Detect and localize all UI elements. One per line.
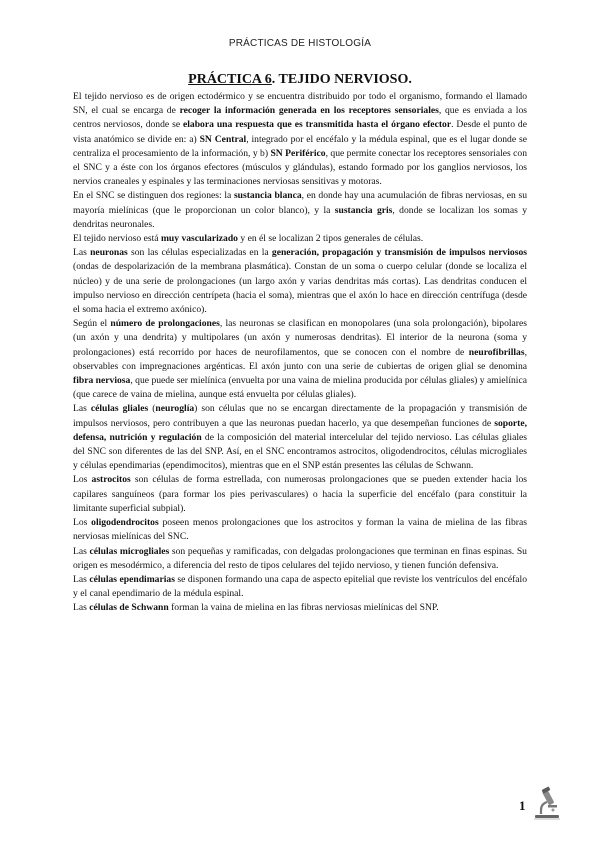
bold-term: neuroglía <box>155 403 195 415</box>
text-run: , observables con impregnaciones argénticas. El axón junto con una serie de cubiertas de origen glial se denomina <box>73 346 527 372</box>
bold-term: células de Schwann <box>89 602 169 614</box>
bold-term: células microgliales <box>89 545 170 557</box>
text-run: , integrado por el encéfalo y la médula espinal, que es el lugar donde se centraliza el procesamiento de la información, y b) <box>73 133 527 159</box>
text-run: En el SNC se distinguen dos regiones: la <box>73 190 234 202</box>
text-run: (ondas de despolarización de la membrana plasmática). Constan de un soma o cuerpo celular (donde se localiza el núcleo) y de una serie de prolongaciones (un largo axón y varias dendritas más cortas). Las dendritas conducen el impulso nervioso en dirección centrípeta (hacia el soma), mientras que el axón lo hace en dirección centrífuga (desde el soma hacia el extremo axónico). <box>73 261 527 316</box>
text-run: Según el <box>73 318 111 330</box>
text-run: , que es enviada a los centros nerviosos, donde se <box>73 105 527 131</box>
text-run: de la composición del material intercelular del tejido nervioso. Las células gliales del SNC son diferentes de las del SNP. Así, en el SNC encontramos astrocitos, oligodendrocitos, células microgliales y células ependimarias (ependimocitos), mientras que en el SNP están presentes las células de Schwann. <box>73 431 527 472</box>
text-run: El tejido nervioso está <box>73 233 161 245</box>
text-run: El tejido nervioso es de origen ectodérmico y se encuentra distribuido por todo el organismo, formando el llamado SN, el cual se encarga de <box>73 91 527 117</box>
text-run: son las células especializadas en la <box>127 247 272 259</box>
bold-term: generación, propagación y transmisión de impulsos nerviosos <box>271 247 527 259</box>
text-run: Las <box>73 573 90 585</box>
text-run: Las <box>73 545 90 557</box>
paragraph-vascular <box>73 232 527 246</box>
bold-term: oligodendrocitos <box>91 517 159 529</box>
paragraph-snc-regions <box>73 189 527 232</box>
text-run: son pequeñas y ramificadas, con delgadas prolongaciones que terminan en finas espinas. Su origen es mesodérmico, a diferencia del resto de tipos celulares del tejido nervioso, y tienen función defensiva. <box>73 545 527 571</box>
bold-term: SN Periférico <box>270 147 326 159</box>
paragraph-intro <box>73 90 527 189</box>
bold-term: SN Central <box>199 133 247 145</box>
bold-term: fibra nerviosa <box>73 375 131 387</box>
text-run: poseen menos prolongaciones que los astrocitos y forman la vaina de mielina de las fibras nerviosas mielínicas del SNC. <box>73 517 527 543</box>
bold-term: sustancia gris <box>334 204 393 216</box>
paragraph-astrocitos <box>73 473 527 516</box>
page-number: 1 <box>519 798 526 813</box>
bold-term: células ependimarias <box>89 573 175 585</box>
bold-term: elabora una respuesta que es transmitida hasta el órgano efector <box>183 119 452 131</box>
bold-term: astrocitos <box>91 474 131 486</box>
text-run: Las <box>73 247 91 259</box>
text-run: . Desde el punto de vista anatómico se divide en: a) <box>73 119 527 145</box>
text-run: , en donde hay una acumulación de fibras nerviosas, en su mayoría mielínicas (que le proporcionan un color blanco), y la <box>73 190 528 216</box>
text-run: forman la vaina de mielina en las fibras nerviosas mielínicas del SNP. <box>168 602 439 614</box>
text-run: se disponen formando una capa de aspecto epitelial que reviste los ventrículos del encéfalo y el canal ependimario de la médula espinal. <box>73 573 528 600</box>
text-run: son células de forma estrellada, con numerosas prolongaciones que se pueden extender hacia los capilares sanguíneos (para formar los pies perivasculares) o hacia la superficie del encéfalo (para constituir la limitante superficial subpial). <box>73 474 527 514</box>
paragraph-microgliales <box>73 545 527 573</box>
bold-term: muy vascularizado <box>160 233 238 245</box>
text-run: , que permite conectar los receptores sensoriales con el SNC y a éste con los órganos efectores (músculos y glándulas), estando formado por los ganglios nerviosos, los nervios craneales y espinales y las terminaciones nerviosas sensitivas y motoras. <box>73 147 528 188</box>
text-run: , donde se localizan los somas y dendritas neuronales. <box>73 204 528 230</box>
paragraph-schwann <box>73 601 527 615</box>
text-run: Los <box>73 517 92 529</box>
text-run: Los <box>73 474 92 486</box>
body-text <box>73 90 527 616</box>
title-rest: . TEJIDO NERVIOSO <box>271 72 409 87</box>
bold-term: células gliales <box>90 403 149 415</box>
text-run: ( <box>148 403 156 415</box>
text-run: Las <box>73 403 91 415</box>
bold-term: sustancia blanca <box>233 190 302 202</box>
text-run: ) son células que no se encargan directamente de la propagación y transmisión de impulsos nerviosos, pero contribuyen a que las neuronas puedan hacerlo, ya que desempeñan funciones de <box>73 403 527 429</box>
paragraph-prolongaciones <box>73 317 527 402</box>
text-run: , que puede ser mielínica (envuelta por una vaina de mielina producida por células gliales) y amielínica (que carece de vaina de mielina, aunque está envuelta por células gliales). <box>73 375 527 401</box>
text-run: , las neuronas se clasifican en monopolares (una sola prolongación), bipolares (un axón y una dendrita) y multipolares (un axón y numerosas dendritas). El interior de la neurona (soma y prolongaciones) está recorrido por haces de neurofilamentos, que se conocen con el nombre de <box>73 318 527 358</box>
title-end: . <box>408 72 412 87</box>
microscope-icon <box>532 786 562 820</box>
text-run: y en él se localizan 2 tipos generales de células. <box>237 233 424 245</box>
bold-term: número de prolongaciones <box>110 318 220 330</box>
text-run: Las <box>73 602 90 614</box>
title-number: PRÁCTICA 6 <box>188 72 272 87</box>
paragraph-ependimarias <box>73 573 527 601</box>
paragraph-neuronas <box>73 246 527 317</box>
bold-term: soporte, defensa, nutrición y regulación <box>73 417 527 443</box>
paragraph-gliales <box>73 402 527 473</box>
page-title <box>0 72 600 88</box>
paragraph-oligodendrocitos <box>73 516 527 544</box>
running-header: PRÁCTICAS DE HISTOLOGÍA <box>228 38 372 49</box>
bold-term: recoger la información generada en los receptores sensoriales <box>179 105 439 117</box>
bold-term: neuronas <box>90 247 128 259</box>
bold-term: neurofibrillas <box>468 346 525 358</box>
